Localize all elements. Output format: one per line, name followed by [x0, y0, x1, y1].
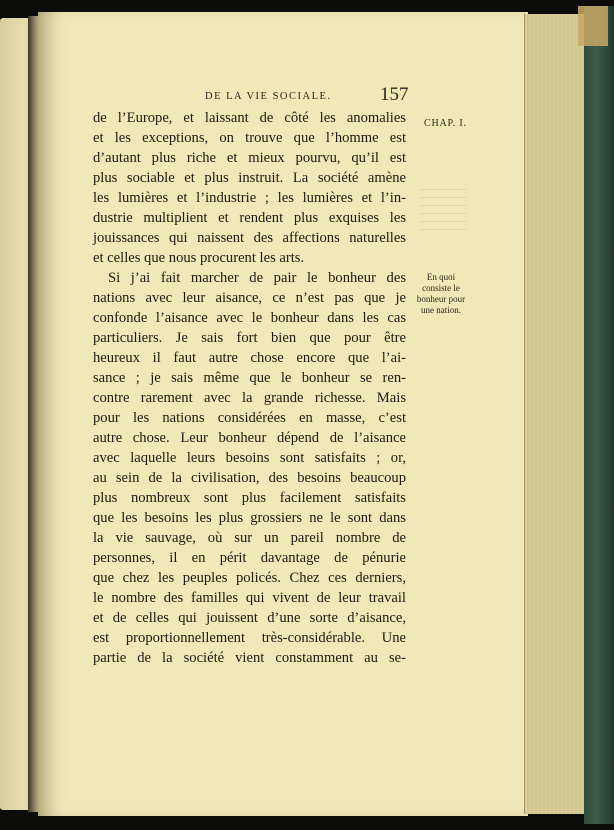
show-through-text [420, 186, 466, 230]
text-line: que chez les peuples policés. Chez ces derniers, [93, 570, 406, 586]
text-line: les lumières et l’industrie ; les lumières et l’in- [93, 190, 406, 206]
text-line: d’autant plus riche et mieux pourvu, qu’il est [93, 150, 406, 166]
text-line: le nombre des familles qui vivent de leur travail [93, 590, 406, 606]
text-line: confonde l’aisance avec le bonheur dans les cas [93, 310, 406, 326]
text-line: particuliers. Je sais fort bien que pour être [93, 330, 406, 346]
margin-note-line: En quoi [426, 272, 456, 282]
cover-corner [578, 6, 608, 46]
book-cover-board [584, 6, 614, 824]
text-line: au sein de la civilisation, des besoins beaucoup [93, 470, 406, 486]
text-line: jouissances qui naissent des affections naturelles [93, 230, 406, 246]
text-line: la vie sauvage, où sur un pareil nombre de [93, 530, 406, 546]
text-line: et de celles qui jouissent d’une sorte d’aisance, [93, 610, 406, 626]
text-line: de l’Europe, et laissant de côté les anomalies [93, 110, 406, 126]
text-line: plus nombreux sont plus facilement satisfaits [93, 490, 406, 506]
text-line: plus sociable et plus instruit. La société amène [93, 170, 406, 186]
text-line: et celles que nous procurent les arts. [93, 250, 305, 266]
text-line: heureux il faut autre chose encore que l’ai- [93, 350, 406, 366]
text-line: que les besoins les plus grossiers ne le sont dans [93, 510, 406, 526]
text-line: personnes, il en périt davantage de pénurie [93, 550, 406, 566]
margin-note-line: consiste le [422, 283, 460, 293]
text-line: sance ; je sais même que le bonheur se ren- [93, 370, 406, 386]
text-line: nations avec leur aisance, ce n’est pas que je [93, 290, 406, 306]
page-block-edges [524, 14, 589, 814]
margin-note-line: une nation. [421, 305, 461, 315]
page-number: 157 [380, 84, 409, 105]
text-line: partie de la société vient constamment au se- [93, 650, 406, 666]
text-line: Si j’ai fait marcher de pair le bonheur des [108, 270, 406, 286]
chapter-marker: CHAP. I. [424, 118, 467, 129]
text-line: est proportionnellement très-considérable. Une [93, 630, 406, 646]
text-line: contre rarement avec la grande richesse. Mais [93, 390, 406, 406]
running-head: DE LA VIE SOCIALE. [205, 91, 332, 102]
margin-note-line: bonheur pour [416, 294, 466, 304]
text-line: avec laquelle leurs besoins sont satisfaits ; or, [93, 450, 406, 466]
text-line: dustrie multiplient et rendent plus exquises les [93, 210, 406, 226]
text-line: et les exceptions, on trouve que l’homme est [93, 130, 406, 146]
text-line: pour les nations considérées en masse, c’est [93, 410, 406, 426]
text-line: autre chose. Leur bonheur dépend de l’aisance [93, 430, 406, 446]
